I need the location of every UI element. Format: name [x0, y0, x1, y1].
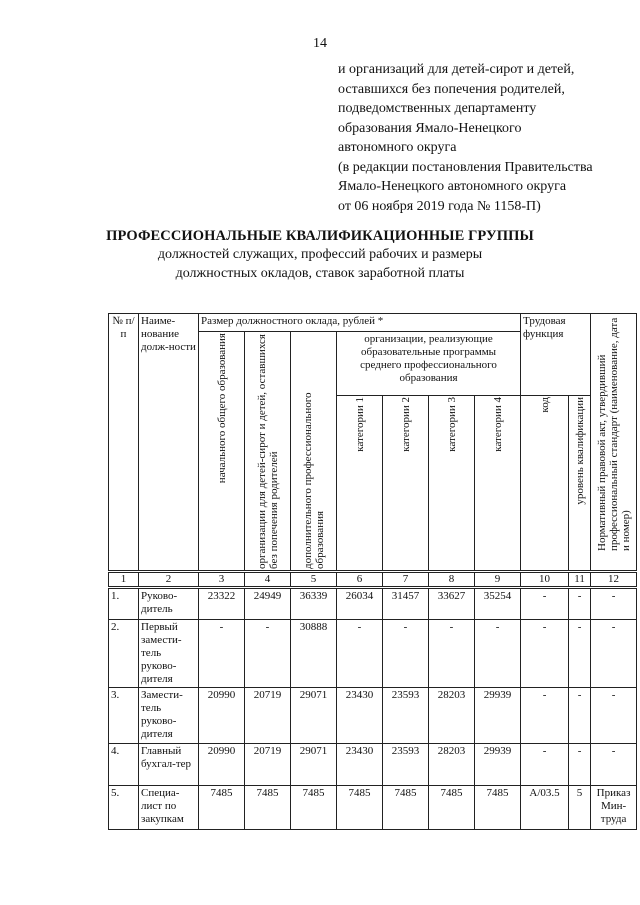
row-number: 2.: [109, 620, 139, 688]
row-number: 3.: [109, 688, 139, 744]
header-normative-act: Нормативный правовой акт, утвердивший профессиональный стандарт (наименование, дата и номер): [591, 314, 637, 572]
salary-table: [108, 313, 637, 830]
salary-cell: -: [383, 620, 429, 688]
header-category-1: категории 1: [337, 395, 383, 571]
salary-cell: -: [337, 620, 383, 688]
column-number: 12: [591, 572, 637, 588]
header-qualification-level: уровень квалификации: [569, 395, 591, 571]
header-code: код: [521, 395, 569, 571]
salary-cell: 30888: [291, 620, 337, 688]
salary-cell: -: [429, 620, 475, 688]
salary-cell: 36339: [291, 588, 337, 620]
row-number: 4.: [109, 744, 139, 786]
salary-cell: 28203: [429, 744, 475, 786]
salary-cell: 35254: [475, 588, 521, 620]
salary-cell: 7485: [291, 786, 337, 830]
salary-cell: 7485: [245, 786, 291, 830]
column-number: 7: [383, 572, 429, 588]
salary-cell: 33627: [429, 588, 475, 620]
intro-line: оставшихся без попечения родителей,: [338, 81, 565, 97]
table-row: [109, 688, 637, 744]
qualification-level: 5: [569, 786, 591, 830]
row-number: 5.: [109, 786, 139, 830]
qualification-level: -: [569, 620, 591, 688]
column-number: 6: [337, 572, 383, 588]
normative-act: -: [591, 588, 637, 620]
column-number: 9: [475, 572, 521, 588]
header-category-2: категории 2: [383, 395, 429, 571]
header-category-4: категории 4: [475, 395, 521, 571]
position-name: Замести-тель руково-дителя: [139, 688, 199, 744]
salary-cell: 7485: [429, 786, 475, 830]
salary-cell: 29939: [475, 688, 521, 744]
header-num: № п/п: [109, 314, 139, 572]
salary-cell: 23593: [383, 688, 429, 744]
salary-cell: 20990: [199, 744, 245, 786]
normative-act: -: [591, 620, 637, 688]
salary-cell: 20719: [245, 744, 291, 786]
salary-cell: 24949: [245, 588, 291, 620]
salary-cell: 20990: [199, 688, 245, 744]
column-number: 2: [139, 572, 199, 588]
salary-cell: 20719: [245, 688, 291, 744]
normative-act: -: [591, 744, 637, 786]
salary-cell: 26034: [337, 588, 383, 620]
salary-cell: 31457: [383, 588, 429, 620]
salary-cell: 29071: [291, 688, 337, 744]
salary-cell: -: [475, 620, 521, 688]
column-number: 10: [521, 572, 569, 588]
header-category-3: категории 3: [429, 395, 475, 571]
salary-cell: 23593: [383, 744, 429, 786]
labor-code: А/03.5: [521, 786, 569, 830]
intro-line: автономного округа: [338, 140, 457, 155]
document-subtitle: должностных окладов, ставок заработной платы: [175, 266, 465, 281]
title-block: [0, 228, 640, 283]
document-subtitle: должностей служащих, профессий рабочих и размеры: [157, 247, 483, 262]
labor-code: -: [521, 588, 569, 620]
column-number: 1: [109, 572, 139, 588]
qualification-level: -: [569, 588, 591, 620]
normative-act: -: [591, 688, 637, 744]
header-position-name: Наиме-нование долж-ности: [139, 314, 199, 572]
position-name: Главный бухгал-тер: [139, 744, 199, 786]
row-number: 1.: [109, 588, 139, 620]
salary-cell: 29939: [475, 744, 521, 786]
intro-line: и организаций для детей-сирот и детей,: [338, 62, 575, 77]
salary-cell: 7485: [337, 786, 383, 830]
salary-cell: 7485: [383, 786, 429, 830]
salary-cell: 7485: [475, 786, 521, 830]
salary-cell: 23322: [199, 588, 245, 620]
position-name: Специа-лист по закупкам: [139, 786, 199, 830]
header-additional-education: дополнительного профессионального образования: [291, 332, 337, 572]
column-number: 5: [291, 572, 337, 588]
salary-cell: 23430: [337, 688, 383, 744]
labor-code: -: [521, 688, 569, 744]
salary-cell: -: [199, 620, 245, 688]
column-number: 8: [429, 572, 475, 588]
labor-code: -: [521, 744, 569, 786]
table-row: [109, 744, 637, 786]
position-name: Первый замести-тель руково-дителя: [139, 620, 199, 688]
salary-cell: 23430: [337, 744, 383, 786]
intro-line: от 06 ноября 2019 года № 1158-П): [338, 198, 541, 214]
table-row: [109, 786, 637, 830]
header-general-education: начального общего образования: [199, 332, 245, 572]
salary-cell: 7485: [199, 786, 245, 830]
header-salary-group: Размер должностного оклада, рублей *: [199, 314, 521, 332]
page-number: 14: [313, 36, 327, 51]
salary-cell: 28203: [429, 688, 475, 744]
column-numbers-row: [109, 572, 637, 588]
qualification-level: -: [569, 744, 591, 786]
position-name: Руково-дитель: [139, 588, 199, 620]
header-labor-function: Трудовая функция: [521, 314, 591, 396]
normative-act: Приказ Мин-труда: [591, 786, 637, 830]
salary-cell: 29071: [291, 744, 337, 786]
column-number: 3: [199, 572, 245, 588]
intro-line: подведомственных департаменту: [338, 101, 537, 116]
table-row: [109, 588, 637, 620]
salary-cell: -: [245, 620, 291, 688]
column-number: 11: [569, 572, 591, 588]
column-number: 4: [245, 572, 291, 588]
header-orphan-organizations: организации для детей-сирот и детей, оставшихся без попечения родителей: [245, 332, 291, 572]
table-row: [109, 620, 637, 688]
header-spo-organizations: организации, реализующие образовательные программы среднего профессионального образования: [337, 332, 521, 396]
intro-line: образования Ямало-Ненецкого: [338, 120, 522, 136]
qualification-level: -: [569, 688, 591, 744]
document-intro: [338, 60, 638, 216]
intro-line: Ямало-Ненецкого автономного округа: [338, 179, 567, 194]
labor-code: -: [521, 620, 569, 688]
intro-line: (в редакции постановления Правительства: [338, 159, 593, 175]
document-title: ПРОФЕССИОНАЛЬНЫЕ КВАЛИФИКАЦИОННЫЕ ГРУППЫ: [106, 228, 534, 244]
